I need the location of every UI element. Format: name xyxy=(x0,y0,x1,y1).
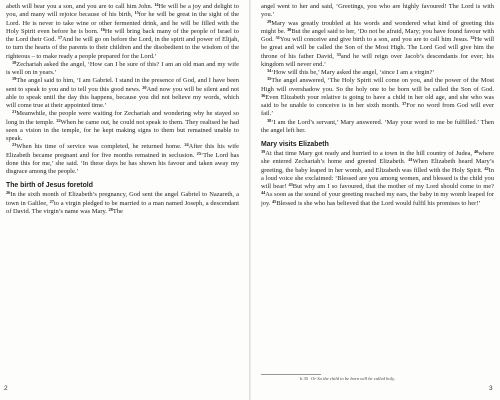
verse-text: In the sixth month of Elizabeth’s pregnancy, God sent the angel Gabriel to Nazareth, a town in Galilee, xyxy=(6,191,239,207)
verse-text: abeth will bear you a son, and you are to call him John. xyxy=(6,3,155,10)
verse-text: angel went to her and said, ‘Greetings, you who are highly favoured! The Lord is with you.’ xyxy=(261,3,494,19)
verse-number: 39 xyxy=(261,149,266,154)
verse-number: 44 xyxy=(261,190,266,196)
right-body xyxy=(261,3,494,135)
verse-number: 20 xyxy=(142,84,147,90)
footnote-text: Or So the child to be born will be called holy, xyxy=(311,376,395,381)
right-section-heading: Mary visits Elizabeth xyxy=(261,141,329,148)
verse-number: 35 xyxy=(267,76,272,82)
verse-text: As soon as the sound of your greeting reached my ears, the baby in my womb leaped for joy. xyxy=(261,191,494,207)
verse-text: But the angel said to her, ‘Do not be afraid, Mary; you have found favour with God. xyxy=(261,27,494,43)
verse-number: 23 xyxy=(12,142,17,148)
left-section-heading: The birth of Jesus foretold xyxy=(6,182,93,190)
left-body-after-heading xyxy=(6,191,239,216)
footnote-mark: b 35 xyxy=(300,376,309,381)
right-body-after-heading xyxy=(261,150,494,208)
verse-text: Zechariah asked the angel, ‘How can I be sure of this? I am an old man and my wife is well on in years.’ xyxy=(6,60,239,76)
paragraph xyxy=(261,69,494,77)
verse-number: 31 xyxy=(275,35,280,40)
verse-text: In a loud voice she exclaimed: ‘Blessed are you among women, and blessed is the child you will bear! xyxy=(261,166,494,190)
verse-text: After this his wife Elizabeth became pregnant and for five months remained in seclusion. xyxy=(6,143,239,159)
verse-number: 30 xyxy=(287,26,292,32)
verse-number: 19 xyxy=(12,76,17,82)
verse-text: ‘How will this be,’ Mary asked the angel, ‘since I am a virgin?’ xyxy=(271,69,435,76)
verse-text: But why am I so favoured, that the mother of my Lord should come to me? xyxy=(292,183,494,190)
verse-text: You will conceive and give birth to a son, and you are to call him Jesus. xyxy=(279,36,471,43)
page-number-right: 3 xyxy=(489,385,493,392)
verse-text: for he will be great in the sight of the Lord. He is never to take wine or other fermented drink, and he will be filled with the Holy Spirit even before he is born. xyxy=(6,11,239,35)
verse-number: 43 xyxy=(288,182,293,187)
verse-number: 27 xyxy=(49,198,54,204)
verse-text: He will be great and will be called the Son of the Most High. The Lord God will give him the throne of his father David, xyxy=(261,36,494,60)
verse-text: Mary was greatly troubled at his words and wondered what kind of greeting this might be. xyxy=(261,19,494,35)
verse-text: Meanwhile, the people were waiting for Zechariah and wondering why he stayed so long in the temple. xyxy=(6,110,239,126)
verse-text: For no word from God will ever fail.’ xyxy=(261,102,494,118)
verse-number: 18 xyxy=(12,59,17,65)
verse-number: 41 xyxy=(408,157,413,163)
verse-text: ‘I am the Lord’s servant,’ Mary answered. ‘May your word to me be fulfilled.’ Then the angel left her. xyxy=(261,118,494,134)
paragraph xyxy=(6,143,239,176)
paragraph xyxy=(261,119,494,136)
verse-text: The angel answered, ‘The Holy Spirit will come on you, and the power of the Most High will overshadow you. So the holy one to be born will be called the Son of God. xyxy=(261,77,494,93)
paragraph xyxy=(6,191,239,216)
verse-text: The angel said to him, ‘I am Gabriel. I stand in the presence of God, and I have been sent to speak to you and to tell you this good news. xyxy=(6,77,239,93)
paragraph xyxy=(6,110,239,143)
verse-number: 33 xyxy=(336,51,341,57)
verse-text: At that time Mary got ready and hurried to a town in the hill country of Judea, xyxy=(265,150,474,157)
verse-number: 24 xyxy=(184,142,189,148)
page-number-left: 2 xyxy=(4,385,8,392)
verse-text: And he will go on before the Lord, in the spirit and power of Elijah, to turn the hearts of the parents to their children and the disobedient to the wisdom of the righteous – to make ready a people prepared for the Lord.’ xyxy=(6,36,239,60)
verse-text: to a virgin pledged to be married to a man named Joseph, a descendant of David. The virgin’s name was Mary. xyxy=(6,199,239,215)
verse-number: 37 xyxy=(401,101,407,106)
verse-text: When his time of service was completed, he returned home. xyxy=(16,143,185,151)
verse-text: and he will reign over Jacob’s descendants for ever; his kingdom will never end.’ xyxy=(261,52,494,68)
verse-text: ‘The Lord has done this for me,’ she said. ‘In these days he has shown his favour and taken away my disgrace among the people.’ xyxy=(6,151,239,175)
left-body xyxy=(6,3,239,176)
footnote xyxy=(300,376,395,381)
verse-number: 17 xyxy=(57,35,63,40)
right-page xyxy=(261,3,494,383)
paragraph xyxy=(261,150,494,208)
verse-text: When Elizabeth heard Mary’s greeting, the baby leaped in her womb, and Elizabeth was filled with the Holy Spirit. xyxy=(261,158,494,174)
verse-number: 28 xyxy=(108,206,113,212)
paragraph xyxy=(261,77,494,118)
paragraph xyxy=(261,20,494,70)
verse-text: Blessed is she who has believed that the Lord would fulfil his promises to her!’ xyxy=(276,199,481,207)
left-page xyxy=(6,3,239,383)
verse-text: Even Elizabeth your relative is going to have a child in her old age, and she who was said to be unable to conceive is in her sixth month. xyxy=(261,93,494,109)
verse-number: 22 xyxy=(56,117,61,123)
verse-number: 36 xyxy=(261,92,266,98)
verse-number: 25 xyxy=(196,150,201,156)
verse-number: 42 xyxy=(484,165,489,171)
verse-text: And now you will be silent and not able to speak until the day this happens, because you did not believe my words, which will come true at their appointed time.’ xyxy=(6,85,239,109)
verse-number: 29 xyxy=(267,18,272,24)
verse-text: The xyxy=(112,207,123,215)
page-gutter xyxy=(249,0,251,400)
verse-number: 21 xyxy=(12,109,17,115)
verse-text: He will be a joy and delight to you, and many will rejoice because of his birth, xyxy=(6,3,239,19)
verse-text: When he came out, he could not speak to them. They realised he had seen a vision in the temple, for he kept making signs to them but remained unable to speak. xyxy=(6,118,239,142)
verse-number: 40 xyxy=(473,149,479,154)
verse-number: 15 xyxy=(134,10,139,16)
verse-number: 32 xyxy=(470,35,475,40)
paragraph xyxy=(6,61,239,78)
paragraph xyxy=(6,3,239,61)
footnote-rule xyxy=(261,374,321,375)
verse-number: 38 xyxy=(267,117,272,123)
verse-text: He will bring back many of the people of Israel to the Lord their God. xyxy=(6,27,239,43)
paragraph xyxy=(6,77,239,110)
verse-text: where she entered Zechariah’s home and greeted Elizabeth. xyxy=(261,150,494,166)
paragraph xyxy=(261,3,494,20)
verse-number: 26 xyxy=(6,190,11,196)
verse-number: 34 xyxy=(267,68,272,73)
verse-number: 16 xyxy=(100,26,105,32)
verse-number: 14 xyxy=(154,3,159,7)
verse-number: 45 xyxy=(272,198,277,204)
